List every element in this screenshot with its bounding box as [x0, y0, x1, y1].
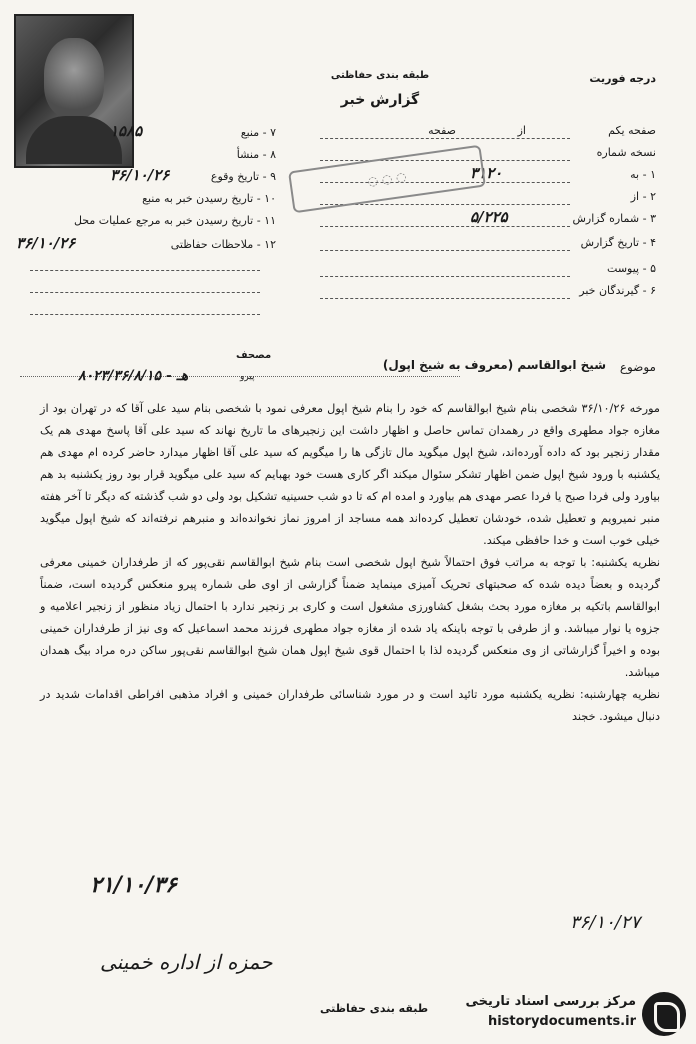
paragraph-sunday-opinion: نظریه یکشنبه: با توجه به مراتب فوق احتمالاً شیخ اپول شخصی است بنام شیخ ابوالقاسم نقی‌پور که از طرفداران خمینی معرفی گردیده و بعضاً دیده شده که صحبتهای تحریک آمیزی مینماید ضمناً گزارشی از اوی طی شماره پیرو منعکس گردیده است، ضمناً ابوالقاسم باتکیه بر مغازه مورد بحث بشغل کشاورزی مشغول است و کاری بر زنجیر ندارد با احتمال زیاد منظور از زنجیر اعلامیه و جزوه یا نوار میباشد. و از طرفی با توجه باینکه یاد شده از مغازه جواد مطهری فرزند محمد اسماعیل که وی نیز از طرفداران خمینی بوده و اخیراً گزارشاتی از وی منعکس گردیده لذا با احتمال قوی شیخ اپول همان شیخ ابوالقاسم نقی‌پور ساکن دره مراد بیگ همدان میباشد. — [40, 556, 660, 679]
paragraph-report: مورخه ۳۶/۱۰/۲۶ شخصی بنام شیخ ابوالقاسم که خود را بنام شیخ اپول معرفی نمود با شخصی بنام سید علی آقا که در تهران بود از مغازه جواد مطهری واقع در رهمدان تماس حاصل و اظهار داشت این زنجیرهای ما تاریخ نهاند که سید علی آقا پاسخ مهدی هم یک مقدار زنجیر بود که داده آورده‌اند، شیخ اپول میگوید مال تازگی ها را میگویم که سید علی آقا اظهار میدارد حاضر کرده ام مهدی هم یکشنبه با ورود شیخ اپول ضمن اظهار تشکر سئوال میکند اگر کاری هست خود بهبایم که سید علی میگوید قرار بود روز یکشنبه بد هم بیاورد ولی فردا صبح یا فردا عصر مهدی هم بیاورد و امده ام که تا دو شب حسینیه تشکیل بود ولی دو شب گذشته که دیگر تا آخر هفته منبر نمیرویم و تعطیل شده، خودشان تعطیل کرده‌اند همه مساجد از امروز نماز نخوانده‌اند و منبرهم نرفته‌اند که شیخ اپول میگوید خیلی خوب است و خدا حافظی میکند. — [40, 402, 660, 547]
field-line — [320, 298, 570, 299]
field-line — [320, 250, 570, 251]
reference-pirou: پیرو — [240, 372, 255, 382]
field-line — [320, 226, 570, 227]
subject-label: موضوع — [619, 360, 656, 374]
page-of-from: از — [517, 124, 526, 137]
watermark — [420, 990, 690, 1038]
reference-mohsef: مصحف — [236, 350, 272, 361]
signature-left: حمزه از اداره خمینی — [100, 950, 273, 974]
right-field-label: صفحه یکم — [608, 124, 656, 137]
archive-logo-icon — [642, 992, 686, 1036]
watermark-name: مرکز بررسی اسناد تاریخی — [465, 994, 636, 1009]
stamp-mark: ◌ ◌ ◌ — [288, 145, 486, 214]
left-field-label: ۱۲ - ملاحظات حفاظتی — [170, 238, 276, 251]
right-field-label: ۶ - گیرندگان خبر — [579, 284, 656, 297]
right-field-value: ۳۱۲۰ — [470, 164, 503, 182]
signature-right-date: ۳۶/۱۰/۲۷ — [570, 912, 641, 933]
left-field-label: ۷ - منبع — [240, 126, 276, 139]
report-title: گزارش خبر — [340, 92, 420, 108]
right-field-label: ۱ - به — [630, 168, 656, 181]
left-field-value: ۳۶/۱۰/۲۶ — [110, 166, 170, 184]
left-field-value: ۳۶/۱۰/۲۶ — [16, 234, 76, 252]
left-field-label: ۱۰ - تاریخ رسیدن خبر به منبع — [142, 192, 276, 205]
paragraph-wednesday-opinion: نظریه چهارشنبه: نظریه یکشنبه مورد تائید است و در مورد شناسائی طرفداران خمینی و افراد مذهبی افراطی اقدامات شدید در دنبال میشود. خجند — [40, 688, 660, 723]
left-field-value: ۱۵۸۵ — [110, 122, 143, 140]
handwritten-date: ۲۱/۱۰/۳۶ — [90, 872, 177, 898]
watermark-url: historydocuments.ir — [487, 1014, 636, 1029]
page-of-pages: صفحه — [428, 124, 456, 137]
reference-value: ۸۰۲۳/هـ - ۳۶/۸/۱۵ — [78, 368, 189, 384]
right-field-label: ۲ - از — [630, 190, 656, 203]
field-line — [320, 276, 570, 277]
right-field-label: ۵ - پیوست — [607, 262, 656, 275]
subject-value: شیخ ابوالقاسم (معروف به شیخ اپول) — [382, 358, 606, 372]
right-field-label: نسخه شماره — [596, 146, 656, 159]
urgency-label: درجه فوریت — [589, 72, 656, 85]
field-line — [320, 138, 570, 139]
right-field-label: ۳ - شماره گزارش — [572, 212, 656, 225]
subject-photo — [14, 14, 134, 168]
report-body — [40, 398, 660, 728]
left-field-label: ۱۱ - تاریخ رسیدن خبر به مرجع عملیات محل — [73, 214, 276, 227]
right-field-value: ۵/۲۲۵ — [470, 208, 508, 226]
classification-bottom: طبقه بندی حفاظتی — [320, 1002, 429, 1015]
left-field-label: ۹ - تاریخ وقوع — [210, 170, 276, 183]
left-field-label: ۸ - منشأ — [236, 148, 276, 161]
right-field-label: ۴ - تاریخ گزارش — [580, 236, 656, 249]
classification-top: طبقه بندی حفاظتی — [330, 70, 430, 81]
